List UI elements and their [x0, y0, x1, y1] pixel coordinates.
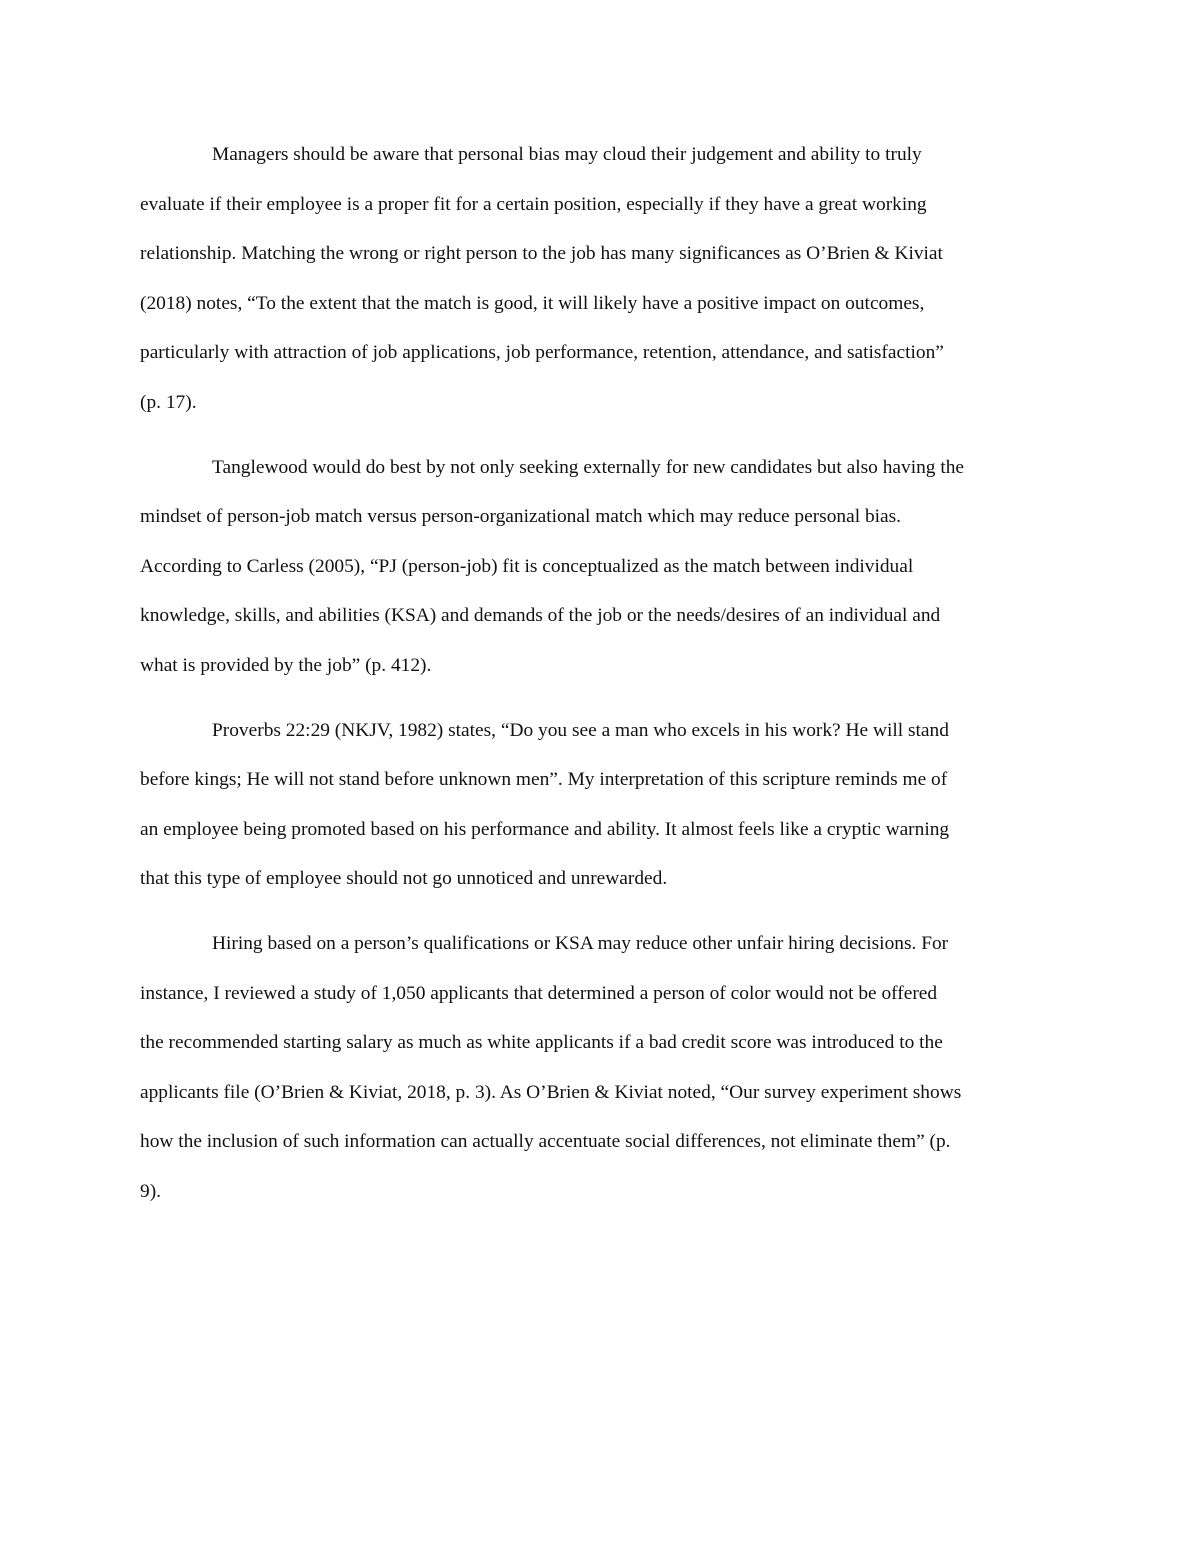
- text-line: Managers should be aware that personal bias may cloud their judgement and ability to truly: [212, 144, 922, 165]
- paragraph-1: [140, 130, 1058, 428]
- document-page: [140, 130, 1058, 1216]
- text-line: particularly with attraction of job applications, job performance, retention, attendance, and satisfaction”: [140, 342, 944, 364]
- text-line: (2018) notes, “To the extent that the match is good, it will likely have a positive impact on outcomes,: [140, 292, 925, 314]
- text-line: applicants file (O’Brien & Kiviat, 2018, p. 3). As O’Brien & Kiviat noted, “Our survey experiment shows: [140, 1081, 962, 1103]
- text-line: (p. 17).: [140, 391, 197, 413]
- text-line: According to Carless (2005), “PJ (person-job) fit is conceptualized as the match between individual: [140, 555, 914, 577]
- paragraph-3: [140, 706, 1058, 904]
- paragraph-gap: [140, 691, 1058, 706]
- text-line: an employee being promoted based on his performance and ability. It almost feels like a cryptic warning: [140, 818, 950, 840]
- text-line: relationship. Matching the wrong or right person to the job has many significances as O’Brien & Kiviat: [140, 243, 943, 265]
- paragraph-4: [140, 919, 1058, 1217]
- text-line: Hiring based on a person’s qualifications or KSA may reduce other unfair hiring decisions. For: [212, 932, 949, 954]
- text-line: Tanglewood would do best by not only seeking externally for new candidates but also having the: [212, 456, 965, 478]
- text-line: how the inclusion of such information can actually accentuate social differences, not eliminate them” (p.: [140, 1131, 951, 1153]
- paragraph-gap: [140, 428, 1058, 443]
- text-line: that this type of employee should not go unnoticed and unrewarded.: [140, 868, 668, 890]
- text-line: before kings; He will not stand before unknown men”. My interpretation of this scripture reminds me of: [140, 769, 948, 791]
- paragraph-2: [140, 443, 1058, 691]
- text-line: Proverbs 22:29 (NKJV, 1982) states, “Do you see a man who excels in his work? He will stand: [212, 719, 949, 741]
- text-line: mindset of person-job match versus person-organizational match which may reduce personal bias.: [140, 506, 902, 528]
- text-line: the recommended starting salary as much as white applicants if a bad credit score was introduced to the: [140, 1032, 943, 1054]
- text-line: instance, I reviewed a study of 1,050 applicants that determined a person of color would not be offered: [140, 982, 938, 1004]
- text-line: what is provided by the job” (p. 412).: [140, 654, 432, 676]
- text-line: 9).: [140, 1180, 162, 1202]
- text-line: evaluate if their employee is a proper fit for a certain position, especially if they have a great working: [140, 193, 927, 215]
- paragraph-gap: [140, 904, 1058, 919]
- text-line: knowledge, skills, and abilities (KSA) and demands of the job or the needs/desires of an individual and: [140, 605, 941, 627]
